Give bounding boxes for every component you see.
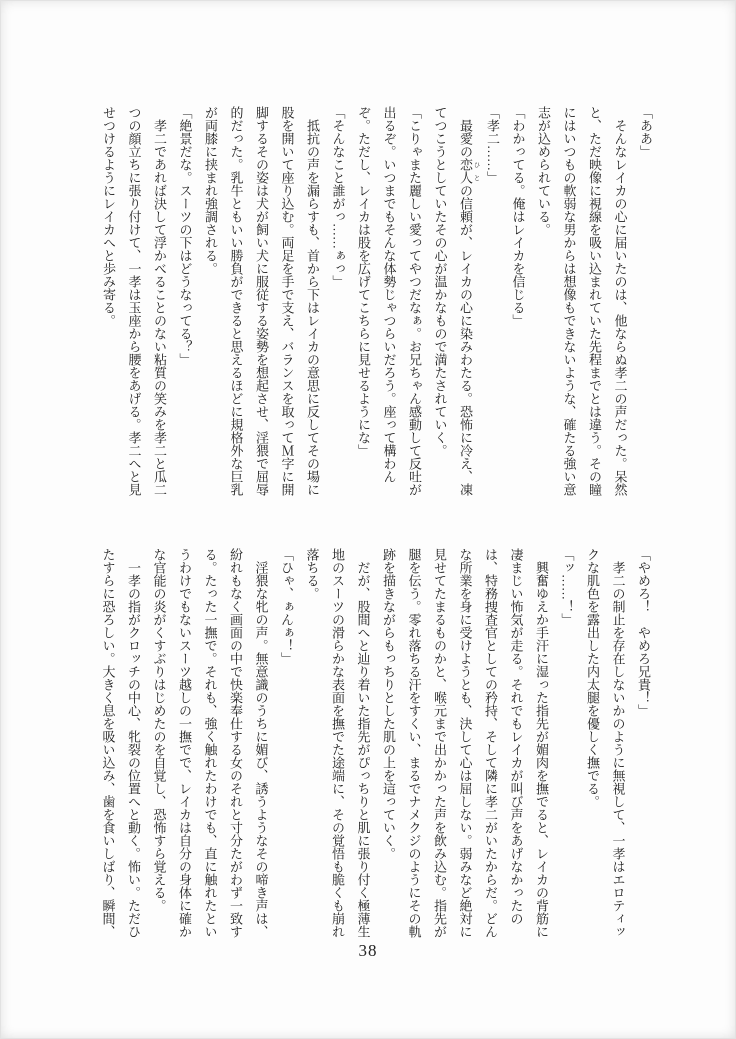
paragraph: 一孝の指がクロッチの中心、牝裂の位置へと動く。怖い。ただひたすらに恐ろしい。大きく息を吸い込み、歯を食いしばり、瞬間、: [100, 548, 141, 938]
paragraph: 孝二の制止を存在しないかのように無視して、一孝はエロティックな肌色を露出した内太腿を優しく撫でる。: [585, 548, 626, 938]
paragraph: 「ああ」: [638, 106, 653, 158]
paragraph: だが、股間へと辿り着いた指先がぴっちりと肌に張り付く極薄生地のスーツの滑らかな表面を撫でた途端に、その覚悟も脆くも崩れ落ちる。: [304, 548, 371, 938]
paragraph: 興奮ゆえか手汗に湿った指先が媚肉を撫でると、レイカの背筋に凄まじい怖気が走る。それでもレイカが叫び声をあげなかったのは、特務捜査官としての矜持、そして隣に孝二がいたからだ。どんな所業を身に受けようとも、決して心は屈しない。弱みなど絶対に見せてたまるものかと、喉元まで出かかった声を飲み込む。指先が腿を伝う。零れ落ちる汗をすくい、まるでナメクジのようにその軌跡を描きながらもっちりとした肌の上を這っていく。: [381, 548, 549, 938]
paragraph: 抵抗の声を漏らすも、首から下はレイカの意思に反してその場に股を開いて座り込む。両足を手で支え、バランスを取ってＭ字に開脚するその姿は犬が飼い犬に服従する姿勢を想起させ、淫猥で屈辱的だった。乳牛ともいい勝負ができると思えるほどに規格外な巨乳が両膝に挟まれ強調される。: [203, 106, 320, 496]
paragraph: 淫猥な牝の声。無意識のうちに媚び、誘うようなその啼き声は、紛れもなく画面の中で快楽奉仕する女のそれと寸分たがわず一致する。たった一撫で。それも、強く触れたわけでも、直に触れたというわけでもないスーツ越しの一撫でで、レイカは自分の身体に確かな官能の炎がくすぶりはじめたのを自覚し、恐怖すら覚える。: [151, 548, 269, 938]
paragraph: 「わかってる。俺はレイカを信じる」: [510, 106, 526, 327]
paragraph: そんなレイカの心に届いたのは、他ならぬ孝二の声だった。呆然と、ただ映像に視線を吸い込まれていた先程までとは違う。その瞳にはいつもの軟弱な男からは想像もできないような、確たる強い意志が込められている。: [536, 106, 628, 496]
paragraph: 「ひゃ、ぁんぁ！」: [279, 548, 294, 665]
bottom-text-block: [95, 548, 656, 942]
paragraph: 「ッ……！」: [559, 548, 575, 626]
ruby-annotation: 恋人 ひと: [458, 158, 480, 184]
paragraph: 「こりゃまた麗しい愛ってやつだなぁ。お兄ちゃん感動して反吐が出るぞ。いつまでもそんな体勢じゃつらいだろう。座って構わんぞ。ただし、レイカは股を広げてこちらに見せるようにな」: [356, 106, 422, 496]
top-text-block: [96, 106, 659, 500]
paragraph: 孝二であれば決して浮かべることのない粘質の笑みを孝二と瓜二つの顔立ちに張り付けて、一孝は玉座から腰をあげる。孝二へと見せつけるようにレイカへと歩み寄る。: [101, 106, 167, 496]
paragraph: 最愛の恋人 ひとの信頼が、レイカの心に染みわたる。恐怖に冷え、凍てつこうとしていたその心が温かなもので満たされていく。: [432, 106, 480, 496]
paragraph: 「孝二……」: [485, 106, 500, 184]
page-number: 38: [358, 941, 378, 960]
paragraph: 「やめろ！ やめろ兄貴！」: [636, 548, 651, 717]
paragraph: 「そんなこと誰がっ……ぁっ」: [330, 106, 346, 288]
paragraph: 「絶景だな。スーツの下はどうなってる？」: [177, 106, 193, 366]
